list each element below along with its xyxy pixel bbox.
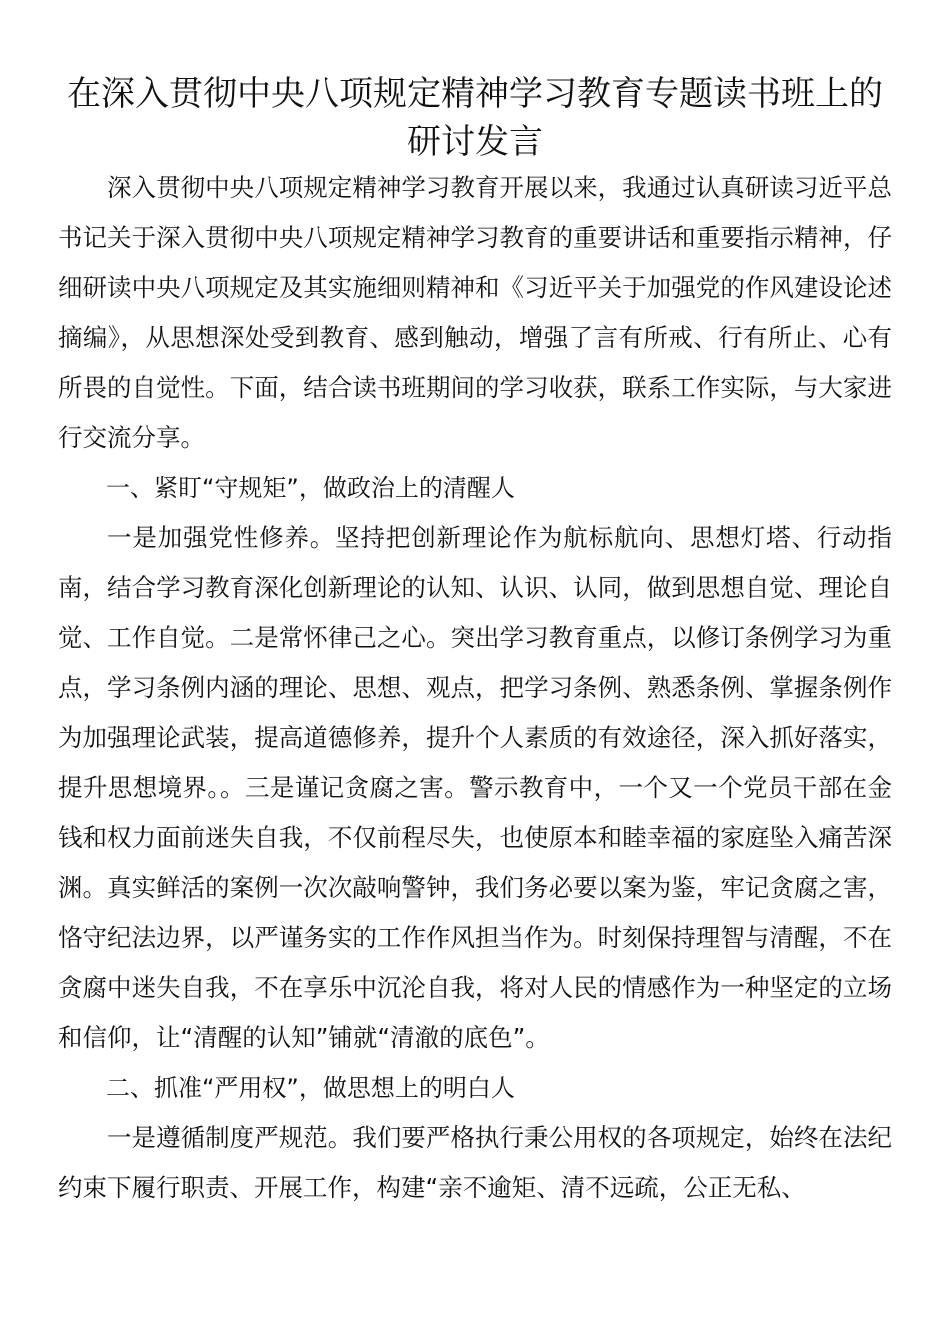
document-title: 在深入贯彻中央八项规定精神学习教育专题读书班上的研讨发言 xyxy=(67,74,883,162)
intro-paragraph: 深入贯彻中央八项规定精神学习教育开展以来，我通过认真研读习近平总书记关于深入贯彻中央八项规定精神学习教育的重要讲话和重要指示精神，仔细研读中央八项规定及其实施细则精神和《习近平关于加强党的作风建设论述摘编》，从思想深处受到教育、感到触动，增强了言有所戒、行有所止、心有所畏的自觉性。下面，结合读书班期间的学习收获，联系工作实际，与大家进行交流分享。 xyxy=(58,173,892,452)
section-1-paragraph: 一是加强党性修养。坚持把创新理论作为航标航向、思想灯塔、行动指南，结合学习教育深化创新理论的认知、认识、认同，做到思想自觉、理论自觉、工作自觉。二是常怀律己之心。突出学习教育重点，以修订条例学习为重点，学习条例内涵的理论、思想、观点，把学习条例、熟悉条例、掌握条例作为加强理论武装，提高道德修养，提升个人素质的有效途径，深入抓好落实，提升思想境界。。三是谨记贪腐之害。警示教育中，一个又一个党员干部在金钱和权力面前迷失自我，不仅前程尽失，也使原本和睦幸福的家庭坠入痛苦深渊。真实鲜活的案例一次次敲响警钟，我们务必要以案为鉴，牢记贪腐之害，恪守纪法边界，以严谨务实的工作作风担当作为。时刻保持理智与清醒，不在贪腐中迷失自我，不在享乐中沉沦自我，将对人民的情感作为一种坚定的立场和信仰，让“清醒的认知”铺就“清澈的底色”。 xyxy=(58,523,892,1052)
document-body xyxy=(58,163,892,1213)
section-heading-1: 一、紧盯“守规矩”，做政治上的清醒人 xyxy=(106,474,515,502)
section-2-paragraph: 一是遵循制度严规范。我们要严格执行秉公用权的各项规定，始终在法纪约束下履行职责、开展工作，构建“亲不逾矩、清不远疏，公正无私、 xyxy=(58,1123,892,1202)
section-heading-2: 二、抓准“严用权”，做思想上的明白人 xyxy=(106,1074,515,1102)
